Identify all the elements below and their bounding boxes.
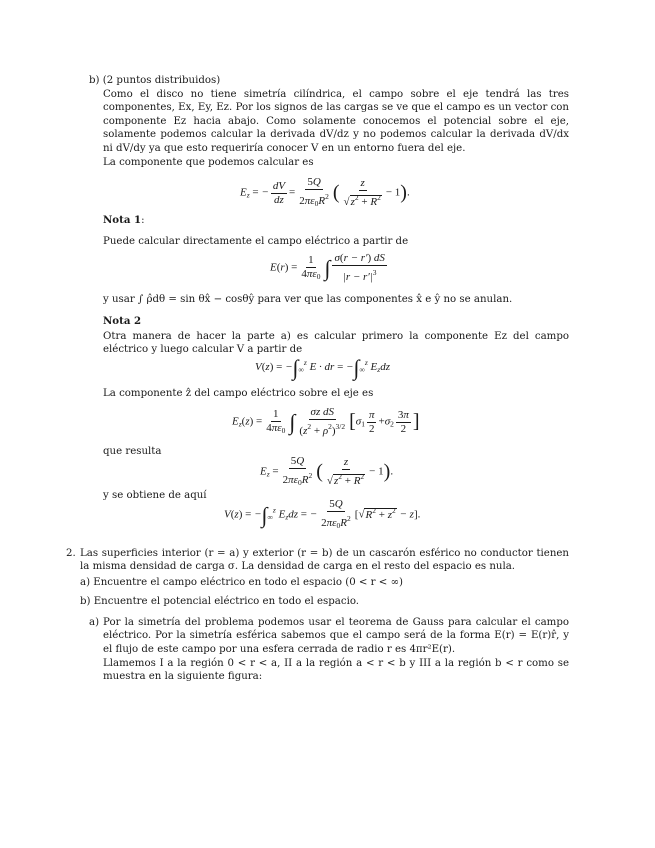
regions-text: Llamemos I a la región 0 < r < a, II a la región a < r < b y III a la región b < r como se muestra en la siguiente figura: <box>103 658 569 683</box>
problem2-statement: Las superficies interior (r = a) y exterior (r = b) de un cascarón esférico no conductor tienen la misma densidad de carga σ. La densidad de carga en el resto del espacio es nula. <box>80 548 569 573</box>
nota1-title: Nota 1 <box>103 214 142 226</box>
nota1-heading <box>103 214 145 227</box>
equation-ez-integral: $E_z(z)$ = $\frac{1}{4\pi\varepsilon_0}$ ∫ $\frac{\text{σz dS}}{(z^2 + \rho^2)^{3/2}}$ [$\sigma_1$ $\frac{\pi}{2}$ $+\sigma_2$ $\frac{3\pi}{2}$ ] <box>232 406 420 437</box>
part-b-intro: Como el disco no tiene simetría cilíndrica, el campo sobre el eje tendrá las tres componentes, Ex, Ey, Ez. Por los signos de las cargas se ve que el campo es un vector con componente Ez hacia abajo. Como solamente conocemos el potencial sobre el eje, solamente podemos calcular la derivada dV/dz y no podemos calcular la derivada dV/dx ni dV/dy ya que esto requeriría conocer V en un entorno fuera del eje. <box>103 89 569 154</box>
solution-label: a) <box>89 617 100 628</box>
problem2-number: 2. <box>66 548 76 559</box>
component-line: La componente ẑ del campo eléctrico sobre el eje es <box>103 388 374 399</box>
se-obtiene: y se obtiene de aquí <box>103 490 207 501</box>
nota2-title: Nota 2 <box>103 315 142 327</box>
equation-potential-result: $V(z) = -\int_\infty^z$ $E_zdz$ = − $\frac{5Q}{2\pi\varepsilon_0R^2}$ $[√R^2 + z^2 - z]$. <box>224 498 421 530</box>
nota1-after: y usar ∫ ρ̂dθ = sin θx̂ − cosθŷ para ver que las componentes x̂ e ŷ no se anulan. <box>103 294 513 305</box>
calc-line: La componente que podemos calcular es <box>103 157 314 168</box>
problem2-item-b: b) Encuentre el potencial eléctrico en todo el espacio. <box>80 596 360 607</box>
nota1-text: Puede calcular directamente el campo eléctrico a partir de <box>103 236 409 247</box>
nota2-text: Otra manera de hacer la parte a) es calcular primero la componente Ez del campo eléctrico y luego calcular V a partir de <box>103 331 569 356</box>
que-resulta: que resulta <box>103 446 162 457</box>
equation-ez-result: $E_z$ = $\frac{5Q}{2\pi\varepsilon_0R^2}$ ( $\frac{z}{√z^2 + R^2}$ − 1). <box>260 455 394 487</box>
equation-field-integral: E(r) = $\frac{1}{4\pi\varepsilon_0}$ ∫ $\frac{\sigma(r - r') dS}{|r - r'|^3}$ <box>270 252 385 283</box>
nota1-colon: : <box>141 215 145 226</box>
equation-ez: $E_z$ = − $\frac{dV}{dz}$ = $\frac{5Q}{2\pi\varepsilon_0R^2}$ ( $\frac{z}{√z^2 + R^2}$ − 1). <box>240 176 410 208</box>
equation-potential-integral: $V(z) = -\int_\infty^z$ E · dr = $-\int_\infty^z$ $E_zdz$ <box>255 354 390 380</box>
solution-text: Por la simetría del problema podemos usar el teorema de Gauss para calcular el campo eléctrico. Por la simetría esférica sabemos que el campo será de la forma E(r) = E(r)r̂, y el flujo de este campo por una esfera cerrada de radio r es 4πr²E(r). <box>103 617 569 655</box>
part-b-heading: b) (2 puntos distribuidos) <box>89 75 221 86</box>
problem2-item-a: a) Encuentre el campo eléctrico en todo el espacio (0 < r < ∞) <box>80 577 404 588</box>
